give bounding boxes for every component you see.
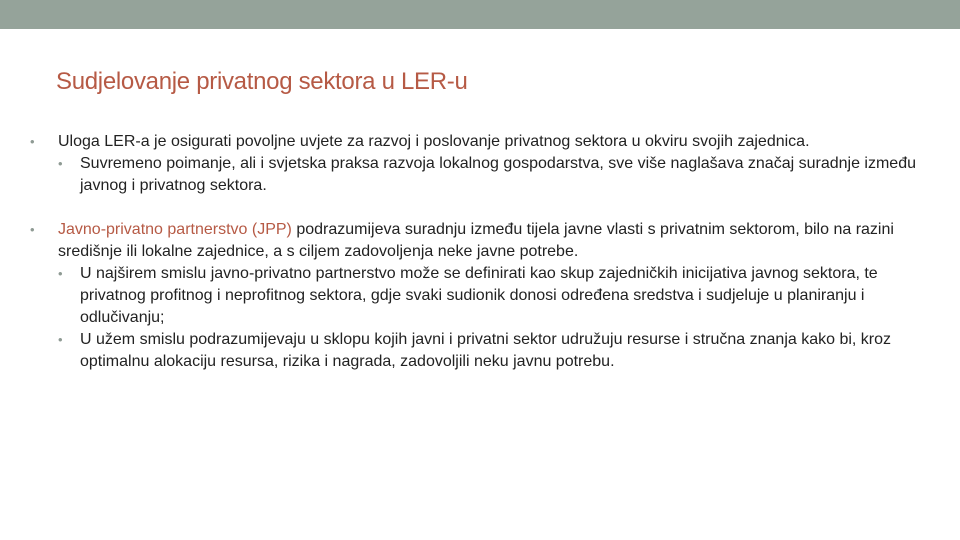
slide-content — [30, 131, 930, 373]
bullet-text: U užem smislu podrazumijevaju u sklopu kojih javni i privatni sektor udružuju resurse i stručna znanja kako bi, kroz optimalnu alokaciju resursa, rizika i nagrada, zadovoljili neku javnu potrebu. — [80, 331, 892, 370]
bullet-dot-icon: • — [58, 266, 63, 281]
slide-title: Sudjelovanje privatnog sektora u LER-u — [56, 68, 468, 95]
bullet-dot-icon: • — [30, 134, 35, 149]
bullet-item — [30, 219, 930, 263]
bullet-text: Uloga LER-a je osigurati povoljne uvjete za razvoj i poslovanje privatnog sektora u okviru svojih zajednica. — [58, 133, 810, 150]
bullet-dot-icon: • — [58, 332, 63, 347]
top-accent-bar — [0, 0, 960, 29]
bullet-text: Suvremeno poimanje, ali i svjetska praksa razvoja lokalnog gospodarstva, sve više naglašava značaj suradnje između javnog i privatnog sektora. — [80, 155, 916, 194]
bullet-text: U najširem smislu javno-privatno partnerstvo može se definirati kao skup zajedničkih inicijativa javnog sektora, te privatnog profitnog i neprofitnog sektora, gdje svaki sudionik donosi određena sredstva i sudjeluje u planiranju i odlučivanju; — [80, 265, 878, 326]
bullet-dot-icon: • — [30, 222, 35, 237]
bullet-dot-icon: • — [58, 156, 63, 171]
sub-bullet-item — [30, 263, 930, 329]
bullet-text: podrazumijeva suradnju između tijela javne vlasti s privatnim sektorom, bilo na razini središnje ili lokalne zajednice, a s ciljem zadovoljenja neke javne potrebe. — [58, 221, 894, 260]
highlighted-term: Javno-privatno partnerstvo (JPP) — [58, 221, 292, 238]
sub-bullet-item — [30, 329, 930, 373]
sub-bullet-item — [30, 153, 930, 197]
bullet-item — [30, 131, 930, 153]
